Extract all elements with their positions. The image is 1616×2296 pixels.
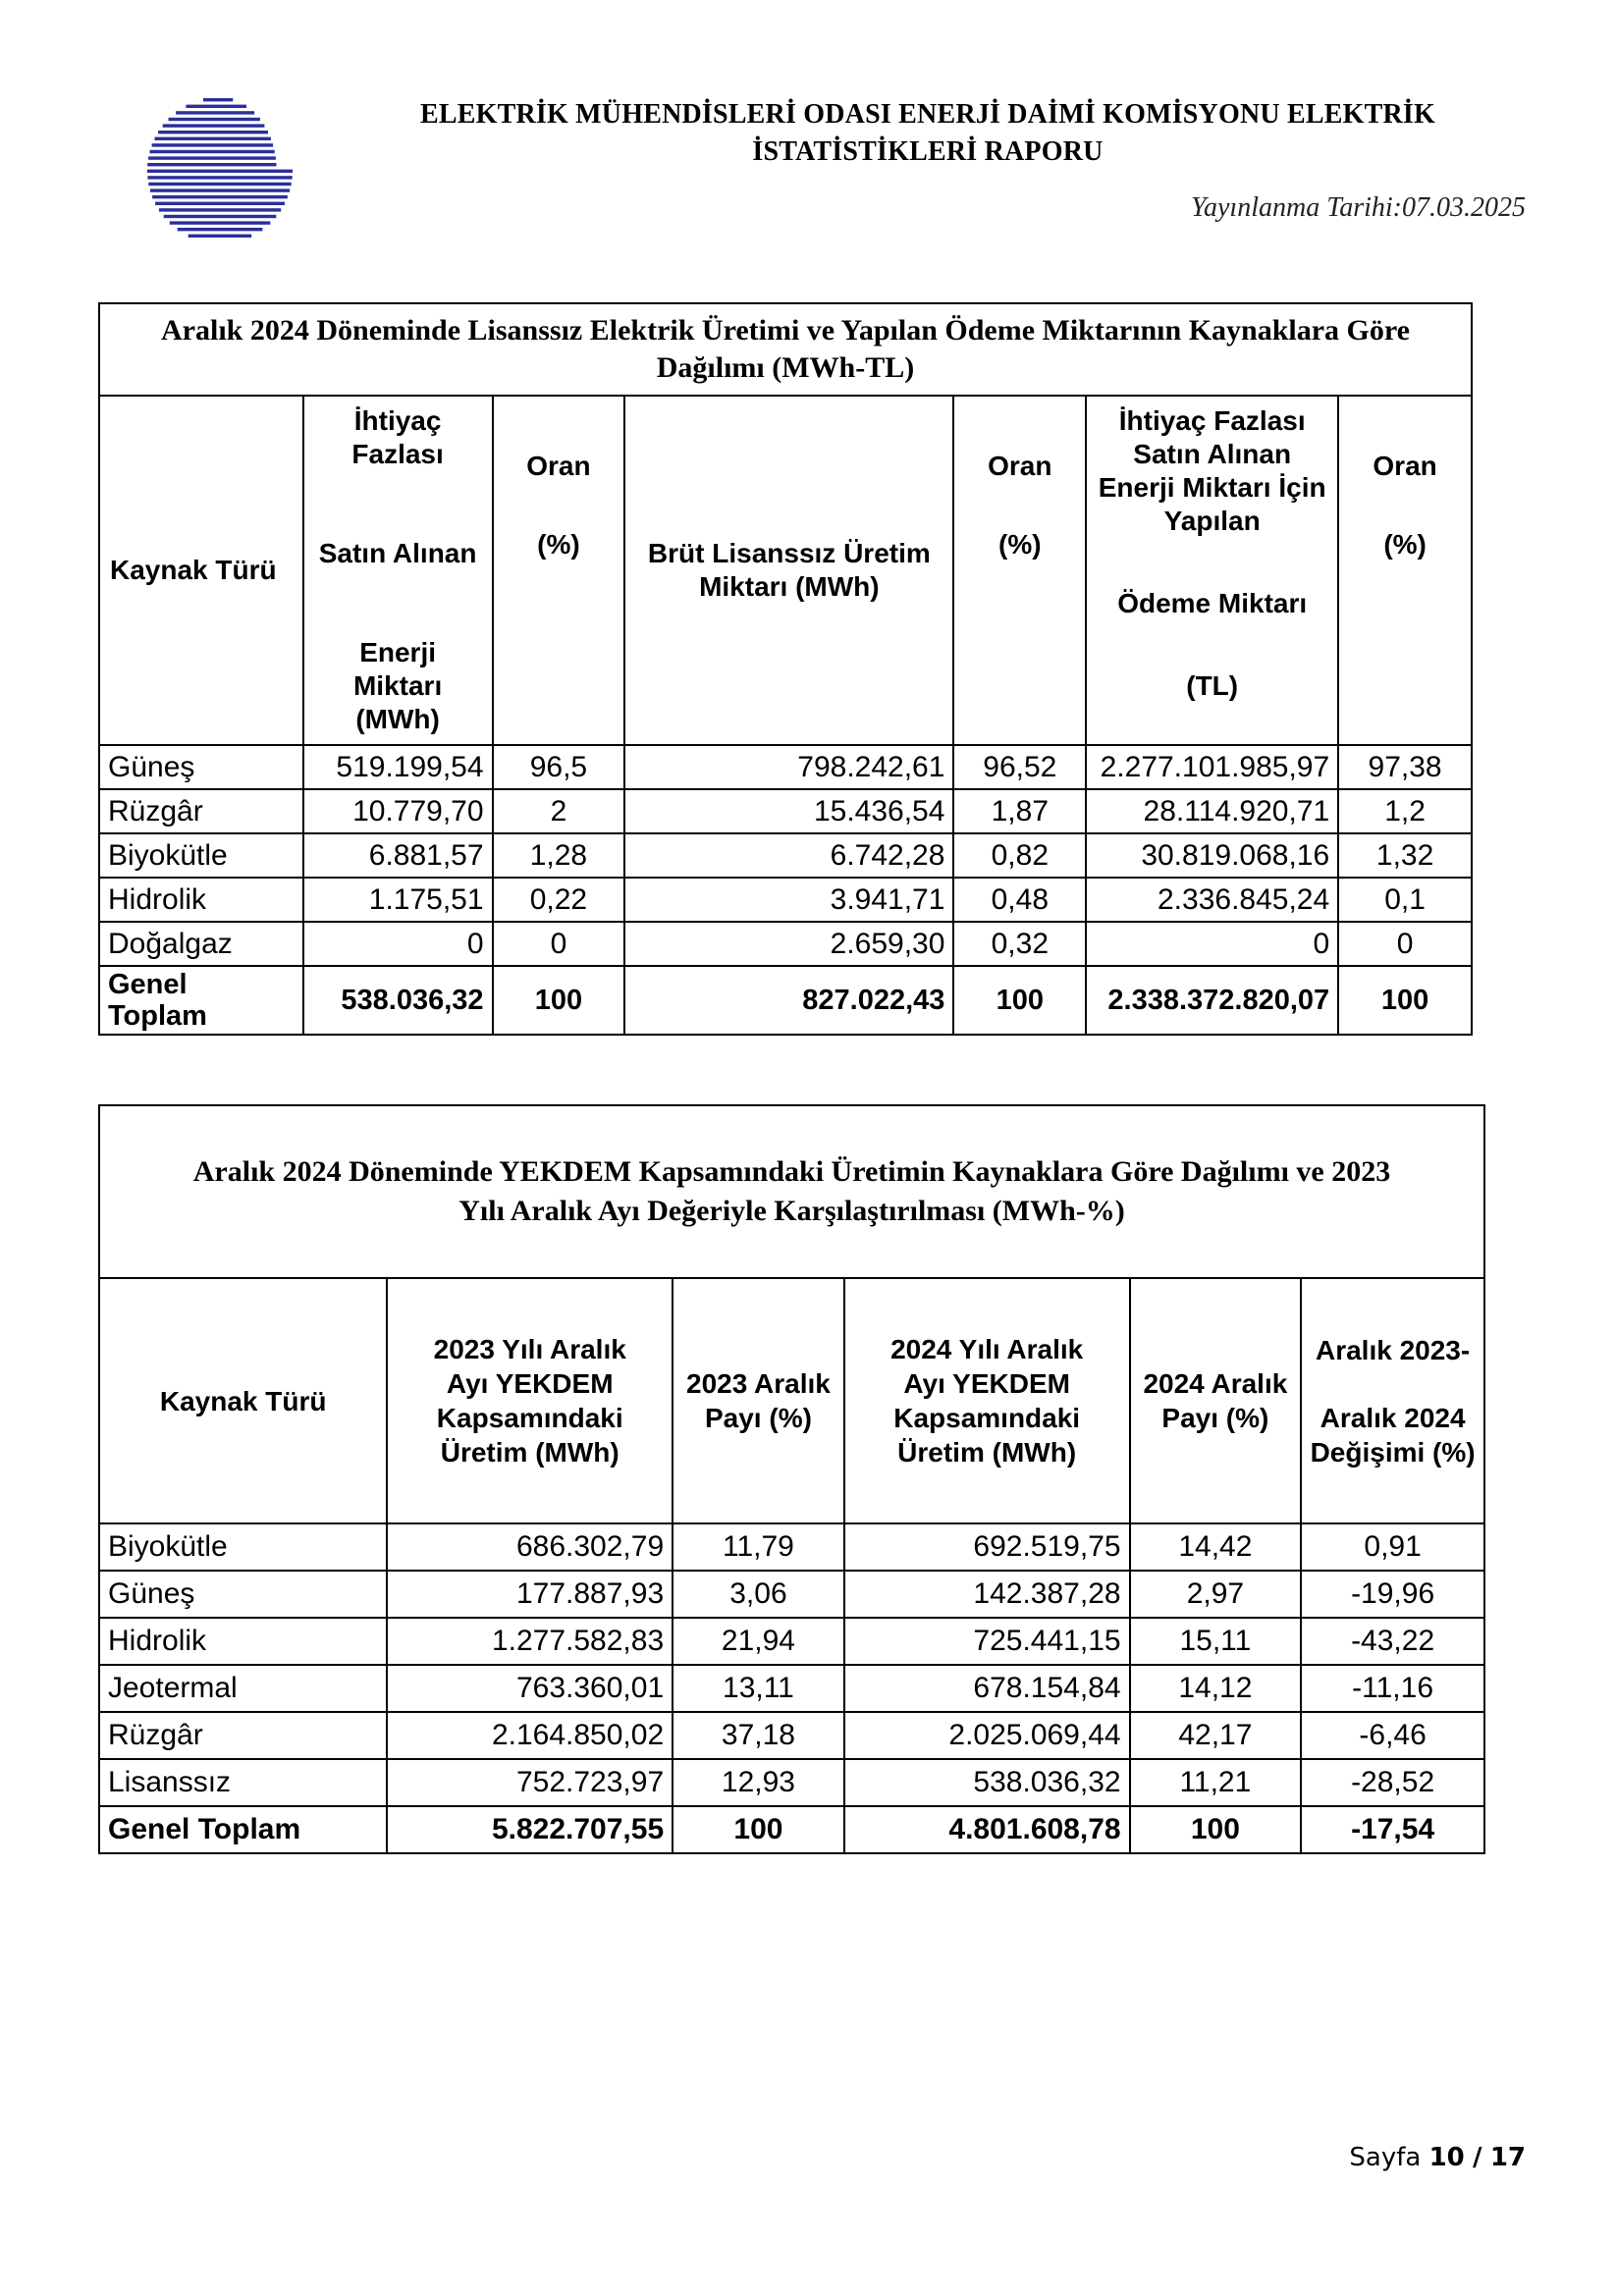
table1-cell-source: Doğalgaz xyxy=(99,922,303,966)
table-row xyxy=(99,1759,1484,1806)
table1-cell-brut: 6.742,28 xyxy=(624,833,953,878)
table2-cell-source: Rüzgâr xyxy=(99,1712,387,1759)
table-row xyxy=(99,833,1472,878)
unlicensed-generation-table xyxy=(98,302,1473,1036)
table1-header-ihtiyac-2: Satın Alınan xyxy=(318,538,477,568)
table1-header-oran2 xyxy=(953,396,1086,745)
table1-cell-ihtiyac: 10.779,70 xyxy=(303,789,493,833)
table2-cell-degisim: -19,96 xyxy=(1301,1571,1484,1618)
table2-cell-uretim2023: 686.302,79 xyxy=(387,1523,673,1571)
table1-cell-oran1: 1,28 xyxy=(493,833,625,878)
logo-stripe xyxy=(147,176,292,179)
table-row xyxy=(99,789,1472,833)
table2-cell-uretim2023: 1.277.582,83 xyxy=(387,1618,673,1665)
logo-stripe xyxy=(150,150,275,153)
table-row xyxy=(99,922,1472,966)
table1-cell-oran3: 0 xyxy=(1338,922,1472,966)
logo-stripe xyxy=(152,195,288,198)
page-current: 10 xyxy=(1428,2143,1465,2172)
table2-cell-uretim2023: 2.164.850,02 xyxy=(387,1712,673,1759)
table1-total-label xyxy=(99,966,303,1035)
table1-cell-ihtiyac: 519.199,54 xyxy=(303,745,493,789)
logo-stripe xyxy=(152,143,274,146)
page-number xyxy=(1349,2143,1526,2172)
table1-cell-source: Rüzgâr xyxy=(99,789,303,833)
table1-header-oran1-1: Oran xyxy=(526,451,591,481)
table2-cell-uretim2024: 692.519,75 xyxy=(844,1523,1130,1571)
table2-header-kaynak: Kaynak Türü xyxy=(99,1278,387,1523)
table1-total-label-line2: Toplam xyxy=(108,1000,207,1032)
table1-header-oran3-1: Oran xyxy=(1373,451,1437,481)
table1-cell-oran2: 0,82 xyxy=(953,833,1086,878)
table1-header-oran3 xyxy=(1338,396,1472,745)
logo-stripe xyxy=(155,202,285,205)
table-row xyxy=(99,1665,1484,1712)
logo-stripe xyxy=(163,124,265,127)
table1-total-ihtiyac: 538.036,32 xyxy=(303,966,493,1035)
table1-total-brut: 827.022,43 xyxy=(624,966,953,1035)
table1-cell-ihtiyac: 6.881,57 xyxy=(303,833,493,878)
table1-cell-source: Güneş xyxy=(99,745,303,789)
table2-cell-pay2024: 14,12 xyxy=(1130,1665,1302,1712)
table1-cell-oran2: 1,87 xyxy=(953,789,1086,833)
table2-cell-uretim2024: 678.154,84 xyxy=(844,1665,1130,1712)
emo-logo-icon xyxy=(145,96,295,241)
table2-cell-uretim2023: 752.723,97 xyxy=(387,1759,673,1806)
table2-cell-pay2023: 11,79 xyxy=(673,1523,844,1571)
report-title xyxy=(334,96,1522,171)
table2-cell-uretim2024: 142.387,28 xyxy=(844,1571,1130,1618)
logo-stripe xyxy=(186,105,246,108)
table2-cell-degisim: -43,22 xyxy=(1301,1618,1484,1665)
logo-stripe xyxy=(169,118,260,121)
logo-stripe xyxy=(158,131,268,133)
report-title-line1: ELEKTRİK MÜHENDİSLERİ ODASI ENERJİ DAİMİ KOMİSYONU ELEKTRİK xyxy=(420,99,1435,130)
table1-total-oran3: 100 xyxy=(1338,966,1472,1035)
table2-header-degisim-2: Aralık 2024 Değişimi (%) xyxy=(1310,1402,1476,1468)
logo-stripe xyxy=(189,235,252,238)
table1-cell-source: Biyokütle xyxy=(99,833,303,878)
table1-cell-oran2: 0,48 xyxy=(953,878,1086,922)
table1-header-ihtiyac-1: İhtiyaç Fazlası xyxy=(351,405,444,469)
table2-caption xyxy=(99,1105,1484,1278)
table2-caption-line2: Yılı Aralık Ayı Değeriyle Karşılaştırılması (MWh-%) xyxy=(458,1195,1125,1227)
table2-total-row xyxy=(99,1806,1484,1853)
table-row xyxy=(99,745,1472,789)
logo-stripe xyxy=(150,188,290,191)
table1-cell-ihtiyac: 0 xyxy=(303,922,493,966)
table1-header-oran1 xyxy=(493,396,625,745)
table2-cell-pay2023: 37,18 xyxy=(673,1712,844,1759)
table2-header-pay2024: 2024 Aralık Payı (%) xyxy=(1130,1278,1302,1523)
yekdem-generation-table xyxy=(98,1104,1485,1854)
logo-stripe xyxy=(159,208,281,211)
logo-stripe xyxy=(164,215,277,218)
table2-caption-line1: Aralık 2024 Döneminde YEKDEM Kapsamındaki Üretimin Kaynaklara Göre Dağılımı ve 2023 xyxy=(192,1155,1391,1188)
table-row xyxy=(99,1712,1484,1759)
table2-total-uretim2023: 5.822.707,55 xyxy=(387,1806,673,1853)
table1-cell-oran3: 97,38 xyxy=(1338,745,1472,789)
table2-cell-degisim: -6,46 xyxy=(1301,1712,1484,1759)
table1-header-odeme-1: İhtiyaç Fazlası Satın Alınan Enerji Miktarı İçin Yapılan xyxy=(1098,405,1326,536)
table2-total-uretim2024: 4.801.608,78 xyxy=(844,1806,1130,1853)
table1-header-ihtiyac-3: Enerji Miktarı (MWh) xyxy=(352,637,443,734)
table-row xyxy=(99,878,1472,922)
table1-cell-source: Hidrolik xyxy=(99,878,303,922)
table2-header-pay2023: 2023 Aralık Payı (%) xyxy=(673,1278,844,1523)
publication-date: Yayınlanma Tarihi:07.03.2025 xyxy=(1191,192,1526,223)
table2-cell-source: Güneş xyxy=(99,1571,387,1618)
table2-cell-uretim2023: 177.887,93 xyxy=(387,1571,673,1618)
table2-header-degisim xyxy=(1301,1278,1484,1523)
logo-stripe xyxy=(148,156,276,159)
table1-cell-odeme: 30.819.068,16 xyxy=(1086,833,1338,878)
table1-header-oran2-2: (%) xyxy=(998,529,1042,560)
table1-header-odeme xyxy=(1086,396,1338,745)
table1-cell-odeme: 2.277.101.985,97 xyxy=(1086,745,1338,789)
table-row xyxy=(99,1571,1484,1618)
table2-cell-pay2024: 11,21 xyxy=(1130,1759,1302,1806)
table1-cell-odeme: 28.114.920,71 xyxy=(1086,789,1338,833)
table2-header-uretim2023: 2023 Yılı Aralık Ayı YEKDEM Kapsamındaki Üretim (MWh) xyxy=(387,1278,673,1523)
table1-cell-brut: 798.242,61 xyxy=(624,745,953,789)
logo-stripe xyxy=(178,228,263,231)
report-title-line2: İSTATİSTİKLERİ RAPORU xyxy=(752,136,1104,167)
table1-cell-brut: 3.941,71 xyxy=(624,878,953,922)
table2-cell-pay2023: 21,94 xyxy=(673,1618,844,1665)
table1-total-odeme: 2.338.372.820,07 xyxy=(1086,966,1338,1035)
table2-cell-uretim2024: 2.025.069,44 xyxy=(844,1712,1130,1759)
table2-total-pay2024: 100 xyxy=(1130,1806,1302,1853)
table1-cell-oran3: 1,2 xyxy=(1338,789,1472,833)
table-row xyxy=(99,1618,1484,1665)
table2-cell-pay2024: 2,97 xyxy=(1130,1571,1302,1618)
table1-header-odeme-2: Ödeme Miktarı xyxy=(1117,588,1308,618)
table2-cell-pay2024: 15,11 xyxy=(1130,1618,1302,1665)
logo-stripe xyxy=(176,111,254,114)
table1-total-row xyxy=(99,966,1472,1035)
table1-header-oran3-2: (%) xyxy=(1383,529,1427,560)
table1-header-brut: Brüt Lisanssız Üretim Miktarı (MWh) xyxy=(624,396,953,745)
table1-cell-oran1: 2 xyxy=(493,789,625,833)
table2-cell-source: Jeotermal xyxy=(99,1665,387,1712)
page-separator: / xyxy=(1473,2143,1482,2172)
table1-header-kaynak: Kaynak Türü xyxy=(99,396,303,745)
table1-caption: Aralık 2024 Döneminde Lisanssız Elektrik Üretimi ve Yapılan Ödeme Miktarının Kaynaklara Göre Dağılımı (MWh-TL) xyxy=(99,303,1472,396)
table1-cell-oran3: 1,32 xyxy=(1338,833,1472,878)
table1-header-ihtiyac xyxy=(303,396,493,745)
logo-stripe xyxy=(203,98,233,101)
table-row xyxy=(99,1523,1484,1571)
table1-cell-oran1: 0 xyxy=(493,922,625,966)
table2-total-label: Genel Toplam xyxy=(99,1806,387,1853)
table1-cell-ihtiyac: 1.175,51 xyxy=(303,878,493,922)
table1-cell-odeme: 2.336.845,24 xyxy=(1086,878,1338,922)
table2-cell-source: Biyokütle xyxy=(99,1523,387,1571)
logo-stripe xyxy=(155,137,271,140)
table1-cell-oran1: 0,22 xyxy=(493,878,625,922)
table1-cell-oran2: 96,52 xyxy=(953,745,1086,789)
table1-header-oran2-1: Oran xyxy=(988,451,1052,481)
table2-cell-uretim2024: 538.036,32 xyxy=(844,1759,1130,1806)
table1-total-label-line1: Genel xyxy=(108,969,188,1000)
table1-cell-oran1: 96,5 xyxy=(493,745,625,789)
table1-cell-brut: 2.659,30 xyxy=(624,922,953,966)
logo-stripe xyxy=(148,183,291,186)
table1-total-oran2: 100 xyxy=(953,966,1086,1035)
logo-stripe xyxy=(147,170,293,173)
table2-cell-pay2023: 3,06 xyxy=(673,1571,844,1618)
table2-cell-pay2023: 12,93 xyxy=(673,1759,844,1806)
table1-header-oran1-2: (%) xyxy=(537,529,580,560)
logo-stripe xyxy=(147,163,276,166)
table2-header-degisim-1: Aralık 2023- xyxy=(1315,1334,1471,1365)
table2-cell-uretim2023: 763.360,01 xyxy=(387,1665,673,1712)
page-total: 17 xyxy=(1489,2143,1526,2172)
table2-cell-pay2024: 42,17 xyxy=(1130,1712,1302,1759)
logo-stripe xyxy=(170,221,270,224)
table2-cell-degisim: -11,16 xyxy=(1301,1665,1484,1712)
table2-cell-source: Hidrolik xyxy=(99,1618,387,1665)
table2-cell-degisim: -28,52 xyxy=(1301,1759,1484,1806)
table2-cell-uretim2024: 725.441,15 xyxy=(844,1618,1130,1665)
table2-cell-degisim: 0,91 xyxy=(1301,1523,1484,1571)
table2-cell-pay2023: 13,11 xyxy=(673,1665,844,1712)
table2-total-degisim: -17,54 xyxy=(1301,1806,1484,1853)
table2-cell-pay2024: 14,42 xyxy=(1130,1523,1302,1571)
page-prefix: Sayfa xyxy=(1349,2143,1422,2172)
table2-header-uretim2024: 2024 Yılı Aralık Ayı YEKDEM Kapsamındaki Üretim (MWh) xyxy=(844,1278,1130,1523)
table1-cell-brut: 15.436,54 xyxy=(624,789,953,833)
table2-cell-source: Lisanssız xyxy=(99,1759,387,1806)
table1-cell-oran3: 0,1 xyxy=(1338,878,1472,922)
table1-cell-oran2: 0,32 xyxy=(953,922,1086,966)
table2-total-pay2023: 100 xyxy=(673,1806,844,1853)
table1-cell-odeme: 0 xyxy=(1086,922,1338,966)
table1-header-odeme-3: (TL) xyxy=(1186,670,1239,701)
table1-total-oran1: 100 xyxy=(493,966,625,1035)
